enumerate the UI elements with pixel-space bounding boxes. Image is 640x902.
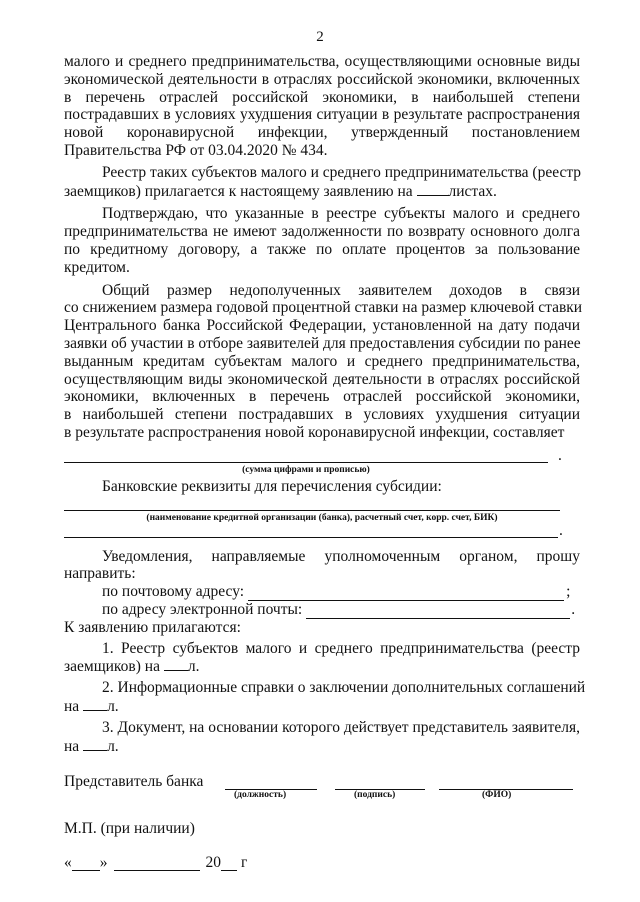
attachment-item-2 <box>64 679 586 715</box>
position-caption: (должность) <box>234 790 287 801</box>
item1-sheets-blank[interactable] <box>164 657 188 671</box>
year-blank[interactable] <box>221 857 237 871</box>
text-line: предпринимательства не имеют задолженности по возврату основного долга <box>64 223 580 241</box>
bank-details-field: . <box>64 524 580 538</box>
text-line: заемщиков) на л. <box>64 658 200 676</box>
date-row: « » 20 г <box>64 854 248 872</box>
month-blank[interactable] <box>114 857 200 871</box>
text-line: в результате распространения новой коронавирусной инфекции, составляет <box>64 423 565 441</box>
amount-field: . <box>64 448 580 463</box>
position-line[interactable] <box>225 775 317 790</box>
text-line: со снижением размера годовой процентной ставки на размер ключевой ставки <box>64 299 583 317</box>
name-caption: (ФИО) <box>482 790 512 801</box>
text-line: Реестр таких субъектов малого и среднего предпринимательства (реестр <box>102 163 582 181</box>
amount-line[interactable] <box>64 448 548 463</box>
confirm-paragraph <box>64 205 580 276</box>
text-line: направить: <box>64 565 136 583</box>
text-line: новой коронавирусной инфекции, утвержденный постановлением <box>64 124 580 142</box>
text-line: выданным кредитам субъектам малого и среднего предпринимательства, <box>64 352 580 370</box>
text-line: на л. <box>64 697 119 715</box>
day-blank[interactable] <box>72 857 100 871</box>
sign-caption: (подпись) <box>354 790 396 801</box>
text-line: Центрального банка Российской Федерации, установленной на дату подачи <box>64 317 580 335</box>
registry-paragraph <box>64 164 580 200</box>
text-line: пострадавших в условиях ухудшения ситуации в результате распространения <box>64 106 580 124</box>
bank-details-line-2[interactable] <box>64 527 558 538</box>
item3-sheets-blank[interactable] <box>83 737 107 751</box>
name-line[interactable] <box>439 775 573 790</box>
income-paragraph <box>64 281 583 442</box>
bank-details-line-1[interactable] <box>64 498 560 511</box>
text-line: Правительства РФ от 03.04.2020 № 434. <box>64 141 328 159</box>
text-line: заемщиков) прилагается к настоящему заявлению на листах. <box>64 182 497 200</box>
text-line: экономики, включенных в перечень отраслей российской экономики, <box>64 388 580 406</box>
signature-row <box>64 773 580 790</box>
text-line: на л. <box>64 737 119 755</box>
text-line: 2. Информационные справки о заключении дополнительных соглашений <box>102 679 586 697</box>
text-line: кредитом. <box>64 258 130 276</box>
notify-paragraph <box>64 548 580 584</box>
text-line: по кредитному договору, а также по оплате процентов за пользование <box>64 240 580 258</box>
bank-details-caption: (наименование кредитной организации (банка), расчетный счет, корр. счет, БИК) <box>146 512 498 523</box>
text-line: Подтверждаю, что указанные в реестре субъекты малого и среднего <box>102 205 580 223</box>
text-line: Уведомления, направляемые уполномоченным органом, прошу <box>102 547 580 565</box>
document-body <box>64 53 586 872</box>
attached-label: К заявлению прилагаются: <box>64 618 241 636</box>
text-line: 1. Реестр субъектов малого и среднего предпринимательства (реестр <box>102 639 580 657</box>
stamp-label: М.П. (при наличии) <box>64 820 195 838</box>
item2-sheets-blank[interactable] <box>83 697 107 711</box>
page-number: 2 <box>316 29 324 45</box>
text-line: осуществляющим виды экономической деятельности в отраслях российской <box>64 370 580 388</box>
text-line: экономической деятельности в отраслях российской экономики, включенных <box>64 70 580 88</box>
text-line: в наибольшей степени пострадавших в условиях ухудшения ситуации <box>64 406 580 424</box>
sheets-blank[interactable] <box>417 182 449 196</box>
text-line: малого и среднего предпринимательства, осуществляющими основные виды <box>64 53 580 70</box>
sign-line[interactable] <box>335 775 425 790</box>
intro-paragraph <box>64 53 580 160</box>
text-line: заявки об участии в отборе заявителей для предоставления субсидии по ранее <box>64 334 581 352</box>
bank-details-label: Банковские реквизиты для перечисления субсидии: <box>102 477 442 495</box>
text-line: в перечень отраслей российской экономики, в наибольшей степени <box>64 88 580 106</box>
attachment-item-3 <box>64 719 580 755</box>
amount-caption: (сумма цифрами и прописью) <box>242 464 370 475</box>
text-line: 3. Документ, на основании которого действует представитель заявителя, <box>102 718 580 736</box>
attachment-item-1 <box>64 640 580 676</box>
signature-captions <box>64 790 580 804</box>
text-line: Общий размер недополученных заявителем доходов в связи <box>102 281 580 299</box>
postal-address-row: по почтовому адресу: ; <box>102 583 571 601</box>
email-row: по адресу электронной почты: . <box>102 600 576 618</box>
email-blank[interactable] <box>306 605 570 619</box>
postal-address-blank[interactable] <box>248 587 564 601</box>
signature-label: Представитель банка <box>64 773 204 791</box>
